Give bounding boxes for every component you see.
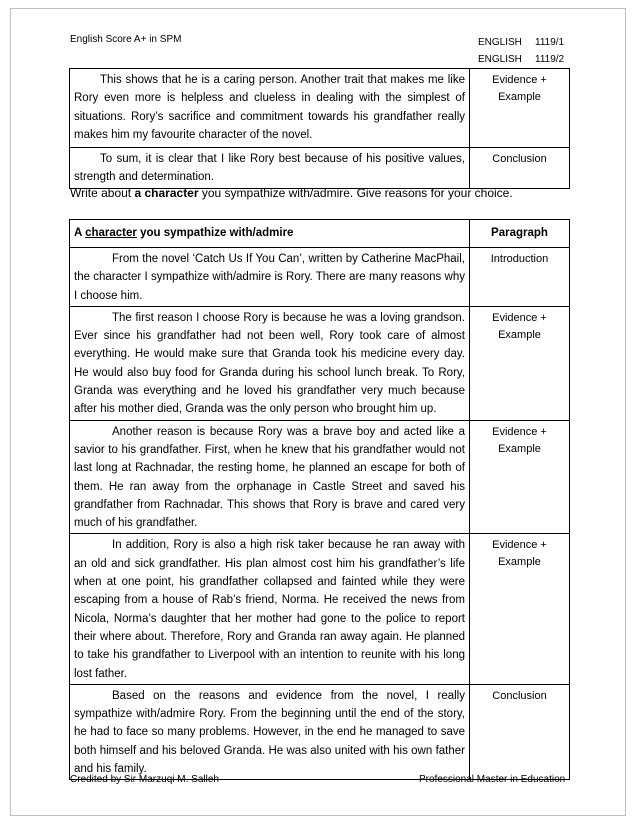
paragraph-label: Conclusion <box>470 684 570 779</box>
header-subject: ENGLISH <box>478 54 522 65</box>
paragraph-label: Evidence + Example <box>470 534 570 684</box>
paragraph-text: From the novel ‘Catch Us If You Can’, written by Catherine MacPhail, the character I sympathize with/admire is Rory. There are many reasons why I choose him. <box>70 248 470 307</box>
paragraph-label: Conclusion <box>470 148 570 189</box>
essay-continuation-table <box>69 68 570 189</box>
header-rest: you sympathize with/admire <box>136 227 294 239</box>
paragraph-text: The first reason I choose Rory is because he was a loving grandson. Ever since his grandfather had not been well, Rory took care of almost everything. He would make sure that Granda took his medicine every day. He would also buy food for Granda during his school lunch break. To Rory, Granda was everything and he loved his grandfather very much because after his mother died, Granda was the only person who brought him up. <box>70 306 470 420</box>
table-row <box>70 420 570 534</box>
question-instruction <box>70 186 513 200</box>
instruction-text: you sympathize with/admire. Give reasons for your choice. <box>198 186 513 200</box>
essay-table <box>69 219 570 780</box>
header-paper-codes <box>478 34 564 68</box>
header-prefix: A <box>74 227 86 239</box>
instruction-text: Write about <box>70 186 135 200</box>
footer-credit: Credited by Sir Marzuqi M. Salleh <box>70 774 219 785</box>
paragraph-text: Based on the reasons and evidence from the novel, I really sympathize with/admire Rory. From the beginning until the end of the story, he had to face so many problems. However, in the end he managed to save both himself and his beloved Granda. He was also united with his own father and his family. <box>70 684 470 779</box>
header-code-row <box>478 51 564 68</box>
column-header-character <box>70 220 470 248</box>
table-row <box>70 148 570 189</box>
footer-qualification: Professional Master in Education <box>419 774 566 785</box>
header-code-row <box>478 34 564 51</box>
header-title: English Score A+ in SPM <box>70 34 182 45</box>
header-code: 1119/1 <box>535 37 565 48</box>
header-subject: ENGLISH <box>478 37 522 48</box>
paragraph-label: Evidence + Example <box>470 306 570 420</box>
paragraph-text: To sum, it is clear that I like Rory best because of his positive values, strength and determination. <box>70 148 470 189</box>
paragraph-label: Evidence + Example <box>470 69 570 148</box>
paragraph-label: Evidence + Example <box>470 420 570 534</box>
paragraph-text: Another reason is because Rory was a brave boy and acted like a savior to his grandfather. First, when he knew that his grandfather would not last long at Rachnadar, the resting home, he planned an escape for both of them. He ran away from the orphanage in Castle Street and saved his grandfather from Rachnadar. This shows that Rory is brave and cared very much of his grandfather. <box>70 420 470 534</box>
table-row <box>70 684 570 779</box>
header-code: 1119/2 <box>535 54 565 65</box>
column-header-paragraph: Paragraph <box>470 220 570 248</box>
table-header-row <box>70 220 570 248</box>
instruction-emphasis: a character <box>134 186 199 200</box>
table-row <box>70 248 570 307</box>
paragraph-text: This shows that he is a caring person. Another trait that makes me like Rory even more is helpless and clueless in dealing with the simplest of situations. Rory’s sacrifice and commitment towards his grandfather really makes him my favourite character of the novel. <box>70 69 470 148</box>
header-underlined-word: character <box>85 227 137 239</box>
table-row <box>70 534 570 684</box>
paragraph-text: In addition, Rory is also a high risk taker because he ran away with an old and sick grandfather. His plan almost cost him his grandfather’s life when at one point, his grandfather collapsed and fainted while they were escaping from a house of Rab’s friend, Norma. He received the news from Nicola, Norma’s daughter that her mother had gone to the police to report their where about. Therefore, Rory and Granda ran away again. He planned to take his grandfather to Liverpool with an intention to reunite with his long lost father. <box>70 534 470 684</box>
table-row <box>70 306 570 420</box>
table-row <box>70 69 570 148</box>
paragraph-label: Introduction <box>470 248 570 307</box>
